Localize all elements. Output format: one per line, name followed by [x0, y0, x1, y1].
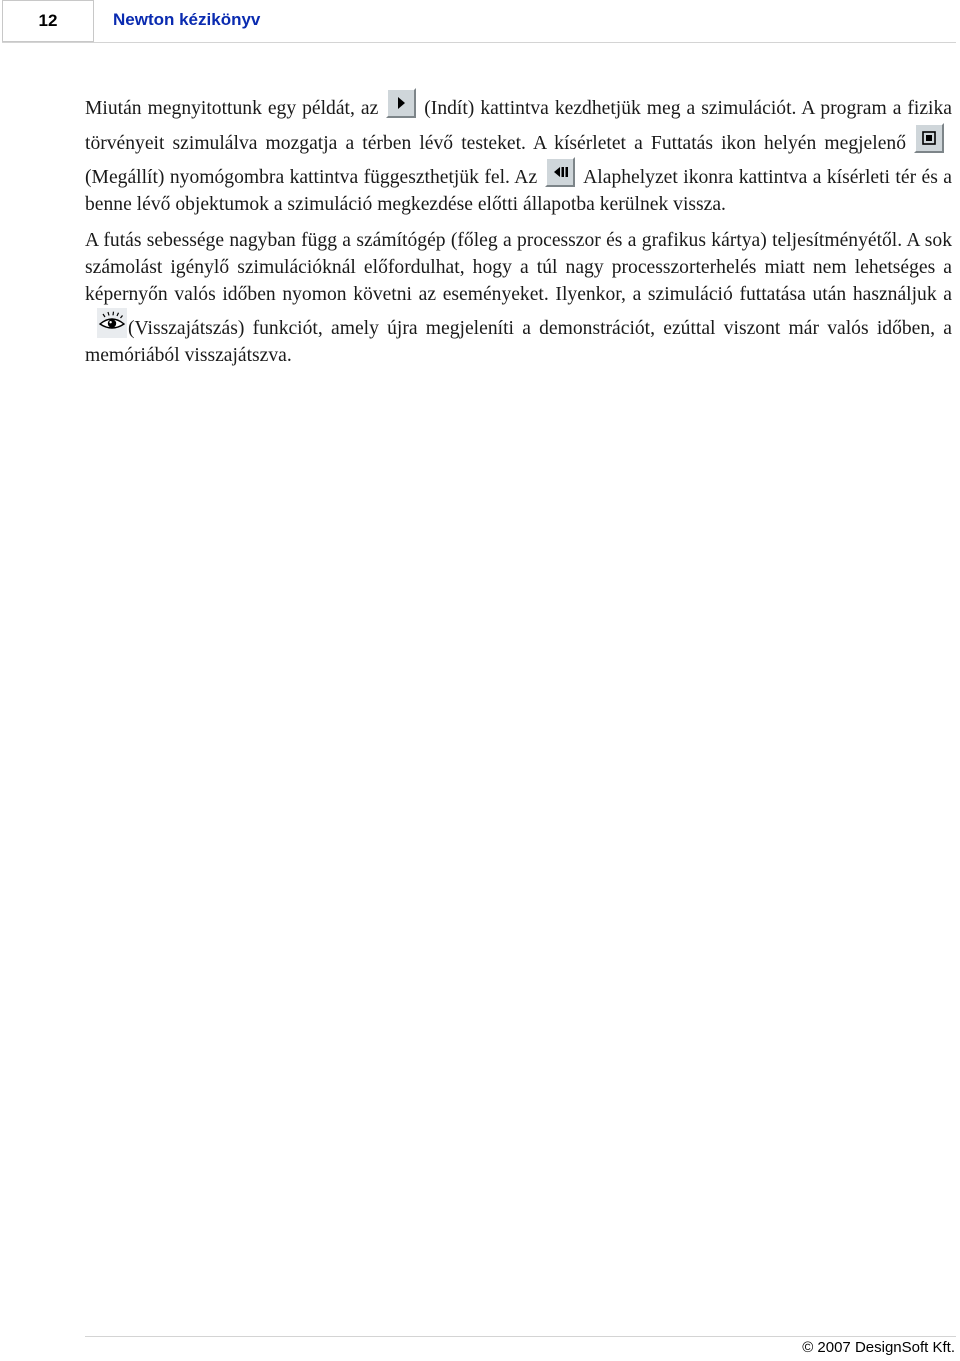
eye-icon: [97, 308, 127, 338]
text-run: (Visszajátszás) funkciót, amely újra megjeleníti a demonstrációt, ezúttal viszont már valós időben, a memóriából visszajátszva.: [85, 318, 952, 366]
document-body: [85, 88, 952, 369]
text-run: Alaphelyzet ikonra kattintva a kísérleti tér és a benne lévő objektumok a szimuláció megkezdése előtti állapotba kerülnek vissza.: [85, 167, 952, 215]
footer-copyright: © 2007 DesignSoft Kft.: [802, 1339, 955, 1356]
play-icon: [386, 88, 416, 118]
text-run: (Indít) kattintva kezdhetjük meg a szimulációt. A program a fizika törvényeit szimulálva mozgatja a térben lévő testeket. A kísérletet a Futtatás ikon helyén megjelenő: [85, 98, 952, 154]
header-title: Newton kézikönyv: [113, 10, 261, 29]
stop-icon: [914, 123, 944, 153]
paragraph-run-controls: [85, 88, 952, 218]
page-number: 12: [2, 0, 94, 42]
text-run: (Megállít) nyomógombra kattintva függeszthetjük fel. Az: [85, 167, 538, 189]
reset-icon: [545, 157, 575, 187]
footer-divider: [85, 1336, 956, 1337]
paragraph-run-speed: [85, 228, 952, 369]
text-run: Miután megnyitottunk egy példát, az: [85, 98, 379, 119]
page-header: [2, 0, 956, 43]
text-run: A futás sebessége nagyban függ a számítógép (főleg a processzor és a grafikus kártya) teljesítményétől. A sok számolást igénylő szimulációknál előfordulhat, hogy a túl nagy processzorterhelés miatt nem lehetséges a képernyőn valós időben nyomon követni az eseményeket. Ilyenkor, a szimuláció futtatása után használjuk a: [85, 230, 952, 305]
